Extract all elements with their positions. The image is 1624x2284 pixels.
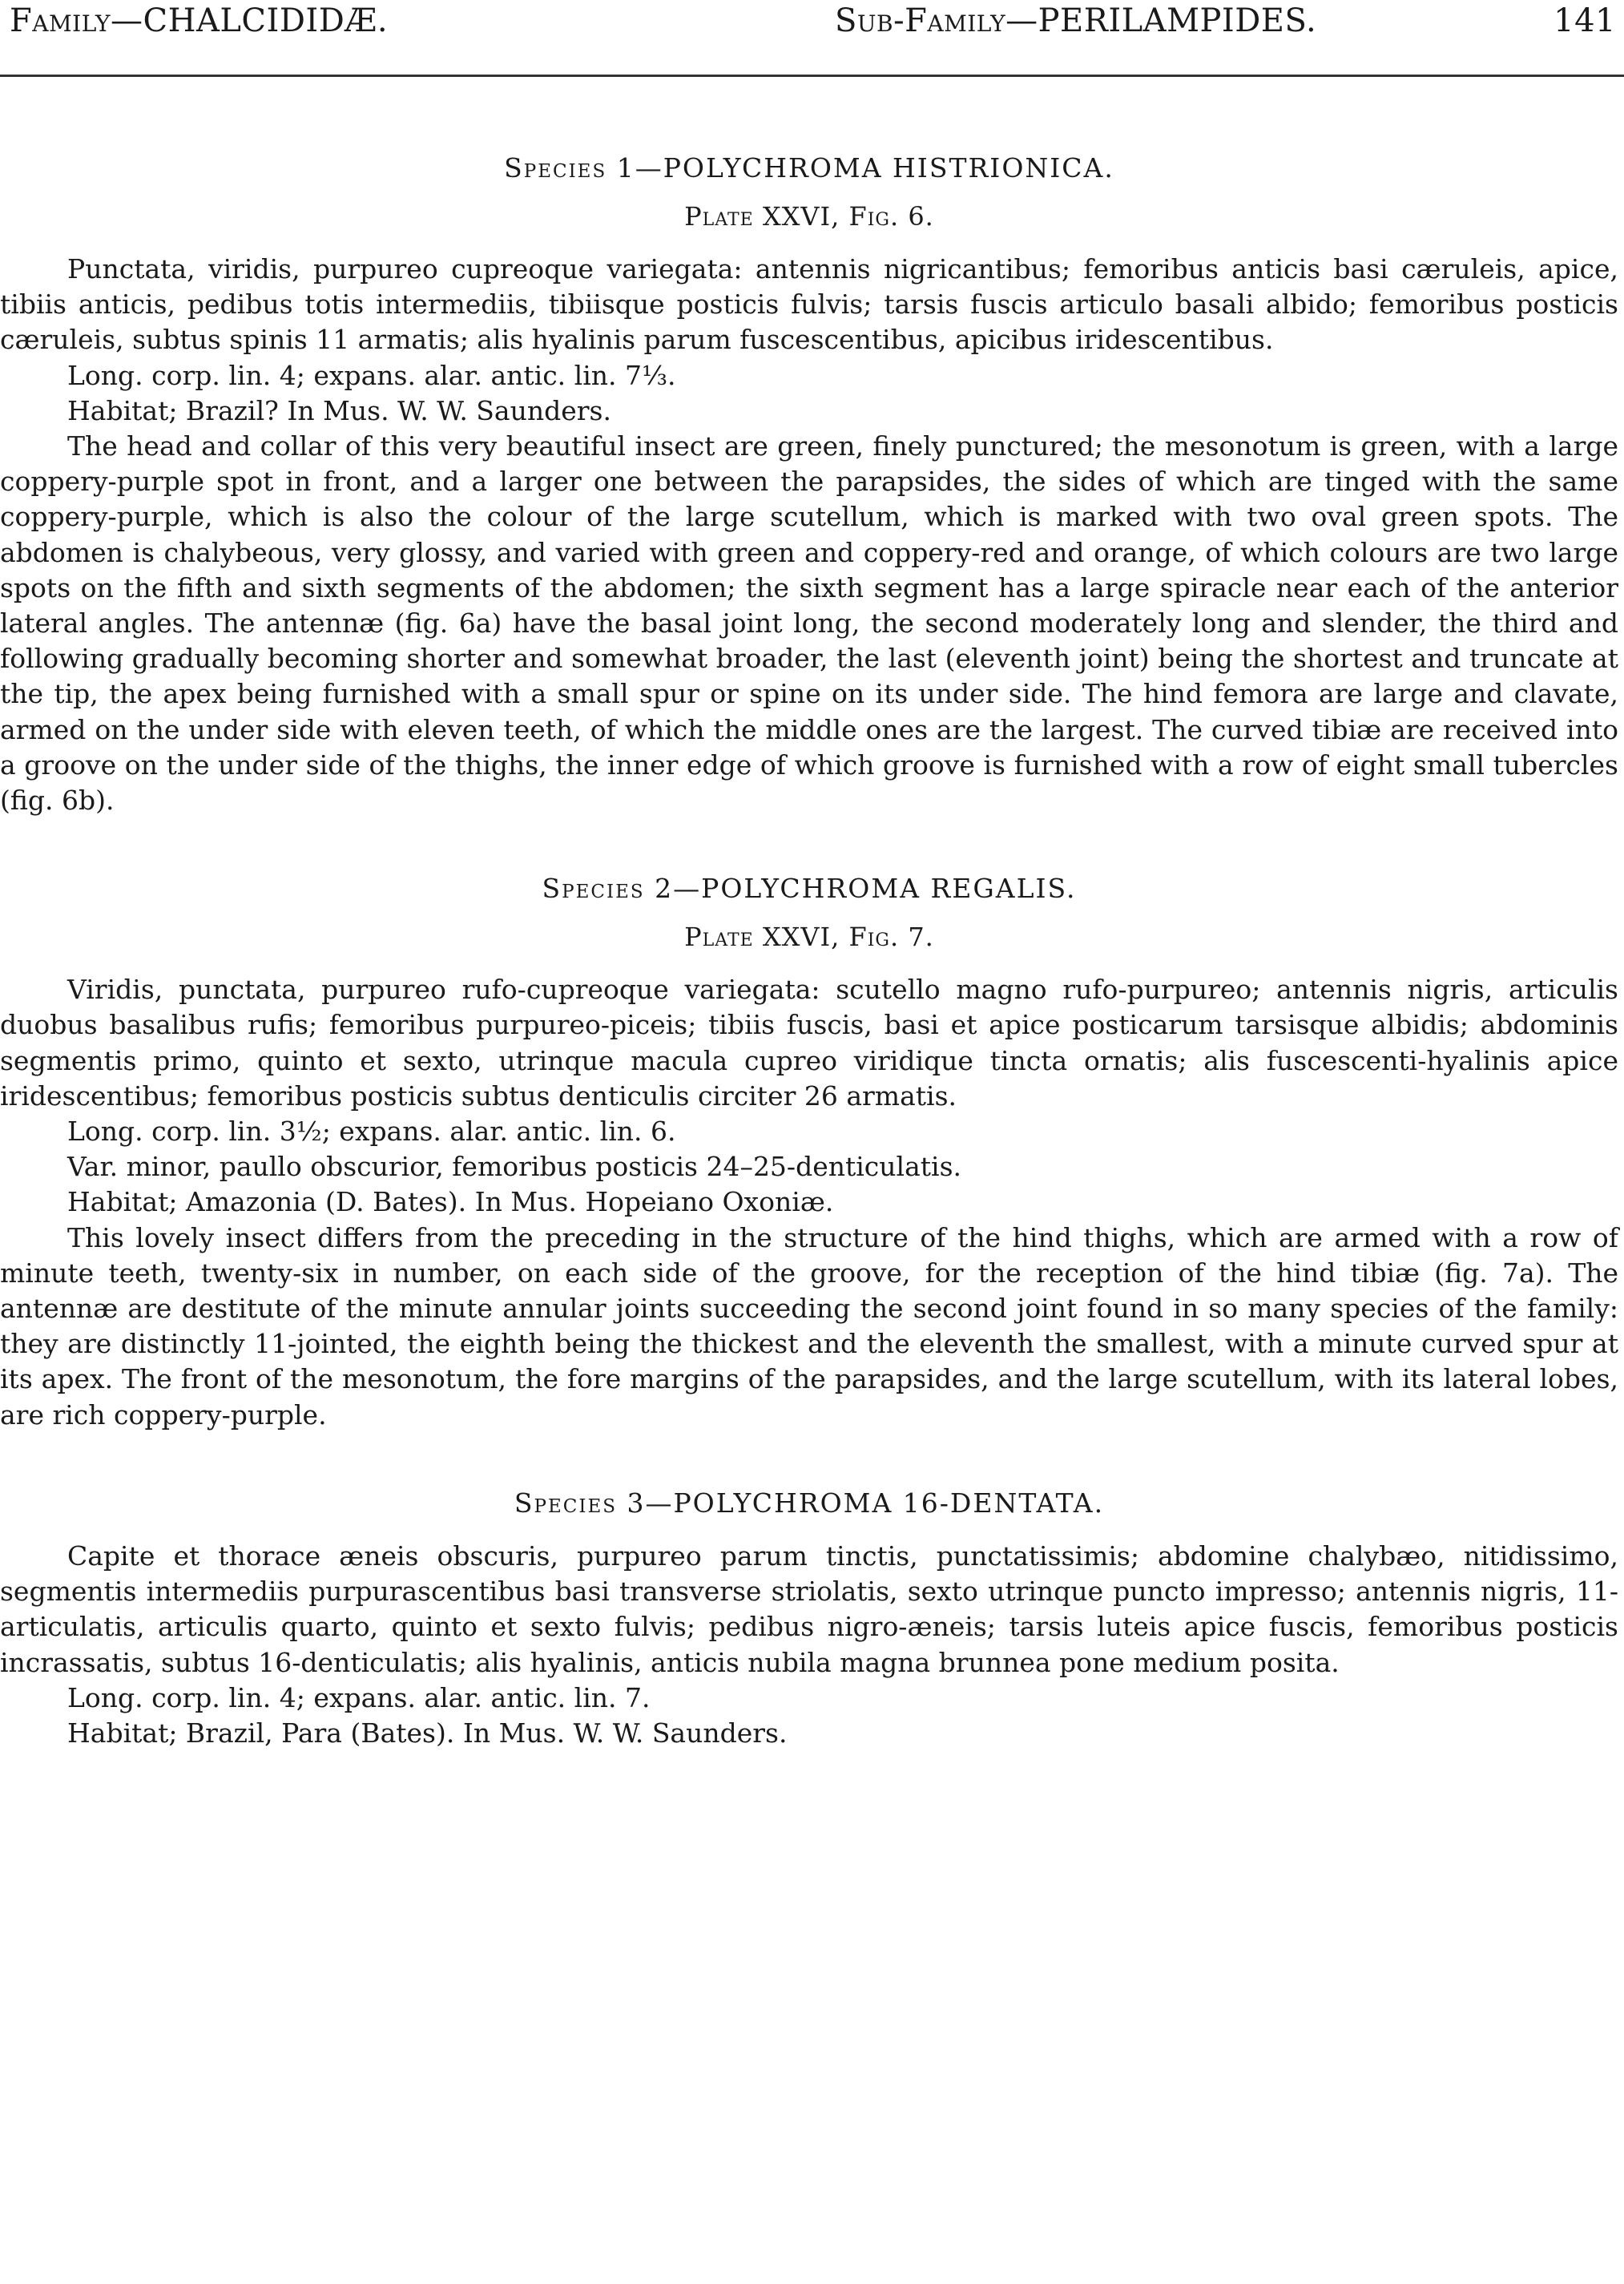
header-rule: [0, 75, 1624, 77]
species-2-measurements: Long. corp. lin. 3½; expans. alar. antic. lin. 6.: [67, 1116, 676, 1148]
species-1-heading: Species 1—POLYCHROMA HISTRIONICA.: [504, 152, 1114, 184]
species-1-section: [0, 144, 1618, 818]
page-body: [0, 144, 1618, 1751]
species-2-variety: Var. minor, paullo obscurior, femoribus posticis 24–25-denticulatis.: [67, 1151, 962, 1183]
species-2-habitat: Habitat; Amazonia (D. Bates). In Mus. Hopeiano Oxoniæ.: [67, 1186, 834, 1218]
species-3-heading: Species 3—POLYCHROMA 16-DENTATA.: [514, 1487, 1105, 1519]
species-2-latin-description: Viridis, punctata, purpureo rufo-cupreoque variegata: scutello magno rufo-purpureo; antennis nigris, articulis duobus basalibus rufis; femoribus purpureo-piceis; tibiis fuscis, basi et apice posticarum tarsisque albidis; abdominis segmentis primo, quinto et sexto, utrinque macula cupreo viridique tincta ornatis; alis fuscescenti-hyalinis apice iridescentibus; femoribus posticis subtus denticulis circiter 26 armatis.: [0, 974, 1618, 1112]
species-1-latin-description: Punctata, viridis, purpureo cupreoque variegata: antennis nigricantibus; femoribus anticis basi cæruleis, apice, tibiis anticis, pedibus totis intermediis, tibiisque posticis fulvis; tarsis fuscis articulo basali albido; femoribus posticis cæruleis, subtus spinis 11 armatis; alis hyalinis parum fuscescentibus, apicibus iridescentibus.: [0, 253, 1618, 356]
species-2-heading: Species 2—POLYCHROMA REGALIS.: [542, 873, 1077, 905]
species-1-english-description: The head and collar of this very beautiful insect are green, finely punctured; the mesonotum is green, with a large coppery-purple spot in front, and a larger one between the parapsides, the sides of which are tinged with the same coppery-purple, which is also the colour of the large scutellum, which is marked with two oval green spots. The abdomen is chalybeous, very glossy, and varied with green and coppery-red and orange, of which colours are two large spots on the fifth and sixth segments of the abdomen; the sixth segment has a large spiracle near each of the anterior lateral angles. The antennæ (fig. 6a) have the basal joint long, the second moderately long and slender, the third and following gradually becoming shorter and somewhat broader, the last (eleventh joint) being the shortest and truncate at the tip, the apex being furnished with a small spur or spine on its under side. The hind femora are large and clavate, armed on the under side with eleven teeth, of which the middle ones are the largest. The curved tibiæ are received into a groove on the under side of the thighs, the inner edge of which groove is furnished with a row of eight small tubercles (fig. 6b).: [0, 430, 1618, 817]
species-1-plate-reference: Plate XXVI, Fig. 6.: [684, 201, 934, 232]
running-head: [0, 0, 1624, 48]
species-1-measurements: Long. corp. lin. 4; expans. alar. antic. lin. 7⅓.: [67, 359, 676, 391]
species-1-habitat: Habitat; Brazil? In Mus. W. W. Saunders.: [67, 394, 611, 426]
family-title: Family—CHALCIDIDÆ.: [10, 2, 389, 39]
species-2-plate-reference: Plate XXVI, Fig. 7.: [684, 922, 934, 953]
page-number: 141: [1553, 2, 1616, 39]
species-2-section: [0, 865, 1618, 1433]
species-3-measurements: Long. corp. lin. 4; expans. alar. antic. lin. 7.: [67, 1681, 651, 1713]
subfamily-title: Sub-Family—PERILAMPIDES.: [835, 2, 1317, 39]
species-3-latin-description: Capite et thorace æneis obscuris, purpureo parum tinctis, punctatissimis; abdomine chalybæo, nitidissimo, segmentis intermediis purpurascentibus basi transverse striolatis, sexto utrinque puncto impresso; antennis nigris, 11-articulatis, articulis quarto, quinto et sexto fulvis; pedibus nigro-æneis; tarsis luteis apice fuscis, femoribus posticis incrassatis, subtus 16-denticulatis; alis hyalinis, anticis nubila magna brunnea pone medium posita.: [0, 1539, 1618, 1678]
species-3-section: [0, 1479, 1618, 1751]
species-3-habitat: Habitat; Brazil, Para (Bates). In Mus. W. W. Saunders.: [67, 1717, 788, 1749]
species-2-english-description: This lovely insect differs from the preceding in the structure of the hind thighs, which are armed with a row of minute teeth, twenty-six in number, on each side of the groove, for the reception of the hind tibiæ (fig. 7a). The antennæ are destitute of the minute annular joints succeeding the second joint found in so many species of the family: they are distinctly 11-jointed, the eighth being the thickest and the eleventh the smallest, with a minute curved spur at its apex. The front of the mesonotum, the fore margins of the parapsides, and the large scutellum, with its lateral lobes, are rich coppery-purple.: [0, 1221, 1618, 1431]
